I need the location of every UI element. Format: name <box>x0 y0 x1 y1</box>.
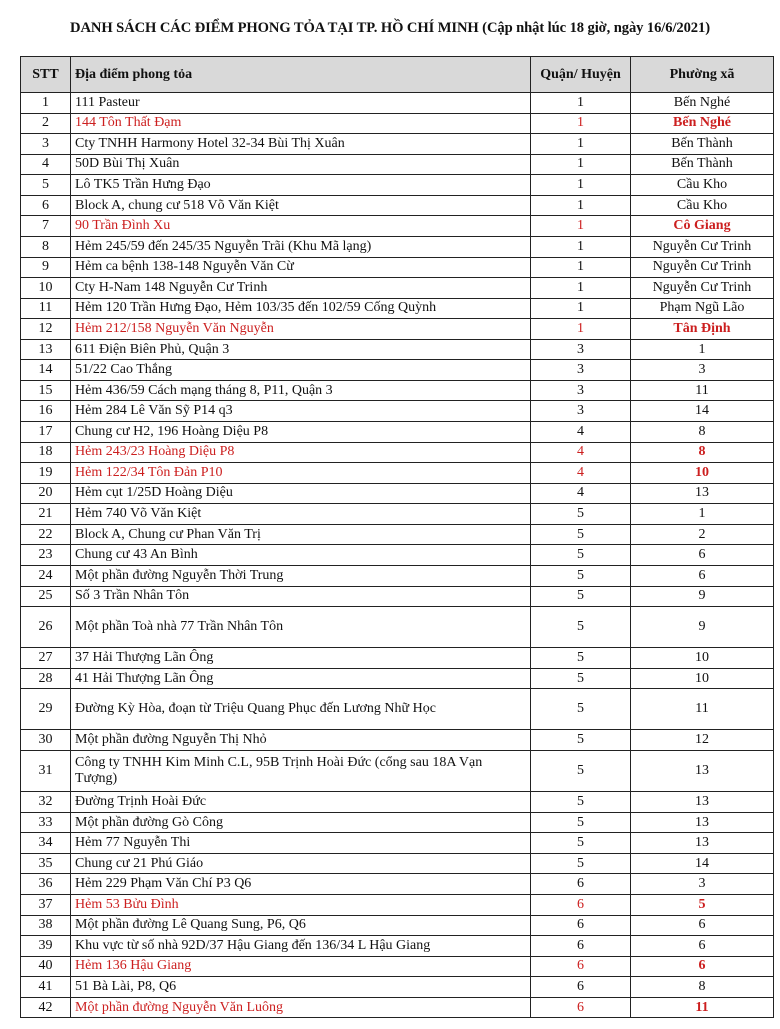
row-ward: 10 <box>631 668 774 689</box>
table-row <box>21 565 774 586</box>
row-ward: 14 <box>631 853 774 874</box>
table-row <box>21 463 774 484</box>
row-district: 5 <box>531 586 631 607</box>
row-stt: 40 <box>21 956 71 977</box>
table-row <box>21 360 774 381</box>
row-stt: 32 <box>21 792 71 813</box>
table-row <box>21 483 774 504</box>
table-row <box>21 319 774 340</box>
row-stt: 20 <box>21 483 71 504</box>
row-ward: 14 <box>631 401 774 422</box>
row-ward: 8 <box>631 977 774 998</box>
table-row <box>21 997 774 1018</box>
row-ward: 11 <box>631 689 774 730</box>
row-district: 6 <box>531 936 631 957</box>
row-district: 3 <box>531 360 631 381</box>
row-ward: 5 <box>631 894 774 915</box>
row-district: 5 <box>531 730 631 751</box>
row-district: 5 <box>531 812 631 833</box>
table-row <box>21 339 774 360</box>
row-place: Hẻm 212/158 Nguyễn Văn Nguyễn <box>71 319 531 340</box>
header-place: Địa điểm phong tỏa <box>71 57 531 93</box>
row-district: 6 <box>531 874 631 895</box>
row-stt: 1 <box>21 93 71 114</box>
table-row <box>21 134 774 155</box>
row-stt: 33 <box>21 812 71 833</box>
row-ward: 6 <box>631 565 774 586</box>
table-row <box>21 113 774 134</box>
row-ward: 1 <box>631 504 774 525</box>
row-ward: 12 <box>631 730 774 751</box>
row-district: 1 <box>531 93 631 114</box>
row-ward: Bến Thành <box>631 154 774 175</box>
row-district: 1 <box>531 298 631 319</box>
row-place: Đường Kỳ Hòa, đoạn từ Triệu Quang Phục đến Lương Nhữ Học <box>71 689 531 730</box>
row-ward: 6 <box>631 956 774 977</box>
row-place: Hẻm 436/59 Cách mạng tháng 8, P11, Quận 3 <box>71 380 531 401</box>
row-district: 6 <box>531 956 631 977</box>
row-stt: 22 <box>21 524 71 545</box>
row-stt: 35 <box>21 853 71 874</box>
lockdown-table <box>20 56 774 1018</box>
row-district: 3 <box>531 401 631 422</box>
row-stt: 29 <box>21 689 71 730</box>
row-ward: 6 <box>631 545 774 566</box>
table-row <box>21 853 774 874</box>
row-place: Hẻm 245/59 đến 245/35 Nguyễn Trãi (Khu Mã lạng) <box>71 236 531 257</box>
table-row <box>21 812 774 833</box>
row-district: 5 <box>531 833 631 854</box>
row-place: Hẻm 122/34 Tôn Đản P10 <box>71 463 531 484</box>
row-stt: 5 <box>21 175 71 196</box>
row-place: Hẻm 77 Nguyễn Thi <box>71 833 531 854</box>
row-place: Block A, chung cư 518 Võ Văn Kiệt <box>71 195 531 216</box>
row-ward: 13 <box>631 483 774 504</box>
row-district: 5 <box>531 751 631 792</box>
row-stt: 18 <box>21 442 71 463</box>
row-district: 5 <box>531 853 631 874</box>
row-ward: 6 <box>631 915 774 936</box>
row-stt: 31 <box>21 751 71 792</box>
row-district: 4 <box>531 442 631 463</box>
row-ward: 3 <box>631 874 774 895</box>
row-district: 1 <box>531 134 631 155</box>
table-row <box>21 668 774 689</box>
row-stt: 27 <box>21 648 71 669</box>
row-ward: 13 <box>631 792 774 813</box>
table-row <box>21 154 774 175</box>
row-district: 3 <box>531 380 631 401</box>
row-ward: 6 <box>631 936 774 957</box>
row-ward: 9 <box>631 586 774 607</box>
row-place: Một phần Toà nhà 77 Trần Nhân Tôn <box>71 607 531 648</box>
row-stt: 7 <box>21 216 71 237</box>
row-district: 4 <box>531 483 631 504</box>
row-place: Cty H-Nam 148 Nguyễn Cư Trinh <box>71 278 531 299</box>
table-body <box>21 93 774 1018</box>
table-row <box>21 607 774 648</box>
table-row <box>21 586 774 607</box>
row-place: Hẻm 120 Trần Hưng Đạo, Hẻm 103/35 đến 102/59 Cống Quỳnh <box>71 298 531 319</box>
header-district: Quận/ Huyện <box>531 57 631 93</box>
table-row <box>21 956 774 977</box>
table-row <box>21 195 774 216</box>
table-row <box>21 298 774 319</box>
row-ward: 10 <box>631 648 774 669</box>
row-stt: 21 <box>21 504 71 525</box>
row-stt: 14 <box>21 360 71 381</box>
table-row <box>21 874 774 895</box>
table-row <box>21 936 774 957</box>
row-place: Một phần đường Nguyễn Văn Luông <box>71 997 531 1018</box>
table-row <box>21 422 774 443</box>
row-district: 5 <box>531 524 631 545</box>
row-ward: Cầu Kho <box>631 175 774 196</box>
row-place: 111 Pasteur <box>71 93 531 114</box>
row-stt: 41 <box>21 977 71 998</box>
row-place: Hẻm 136 Hậu Giang <box>71 956 531 977</box>
table-row <box>21 545 774 566</box>
table-row <box>21 894 774 915</box>
row-stt: 23 <box>21 545 71 566</box>
row-district: 5 <box>531 689 631 730</box>
row-stt: 24 <box>21 565 71 586</box>
row-district: 1 <box>531 113 631 134</box>
row-place: 37 Hải Thượng Lãn Ông <box>71 648 531 669</box>
row-district: 5 <box>531 792 631 813</box>
row-district: 6 <box>531 915 631 936</box>
row-stt: 6 <box>21 195 71 216</box>
row-stt: 19 <box>21 463 71 484</box>
row-ward: Nguyễn Cư Trinh <box>631 257 774 278</box>
row-ward: 2 <box>631 524 774 545</box>
row-district: 5 <box>531 545 631 566</box>
row-ward: 3 <box>631 360 774 381</box>
row-place: Hẻm 229 Phạm Văn Chí P3 Q6 <box>71 874 531 895</box>
row-ward: 8 <box>631 422 774 443</box>
row-district: 5 <box>531 648 631 669</box>
table-row <box>21 792 774 813</box>
table-row <box>21 524 774 545</box>
row-place: Hẻm 740 Võ Văn Kiệt <box>71 504 531 525</box>
table-row <box>21 175 774 196</box>
row-place: Hẻm ca bệnh 138-148 Nguyễn Văn Cừ <box>71 257 531 278</box>
row-place: 144 Tôn Thất Đạm <box>71 113 531 134</box>
row-place: Block A, Chung cư Phan Văn Trị <box>71 524 531 545</box>
header-ward: Phường xã <box>631 57 774 93</box>
row-place: Hẻm 284 Lê Văn Sỹ P14 q3 <box>71 401 531 422</box>
row-ward: Cầu Kho <box>631 195 774 216</box>
row-stt: 11 <box>21 298 71 319</box>
row-stt: 39 <box>21 936 71 957</box>
row-ward: 8 <box>631 442 774 463</box>
row-district: 5 <box>531 607 631 648</box>
row-stt: 2 <box>21 113 71 134</box>
row-stt: 13 <box>21 339 71 360</box>
row-ward: 11 <box>631 997 774 1018</box>
row-stt: 15 <box>21 380 71 401</box>
row-district: 1 <box>531 257 631 278</box>
row-place: 41 Hải Thượng Lãn Ông <box>71 668 531 689</box>
row-stt: 26 <box>21 607 71 648</box>
row-place: Khu vực từ số nhà 92D/37 Hậu Giang đến 136/34 L Hậu Giang <box>71 936 531 957</box>
header-stt: STT <box>21 57 71 93</box>
row-stt: 12 <box>21 319 71 340</box>
row-ward: 13 <box>631 812 774 833</box>
row-district: 4 <box>531 422 631 443</box>
row-place: Chung cư H2, 196 Hoàng Diệu P8 <box>71 422 531 443</box>
row-district: 1 <box>531 154 631 175</box>
table-row <box>21 648 774 669</box>
table-row <box>21 380 774 401</box>
row-ward: Tân Định <box>631 319 774 340</box>
table-row <box>21 833 774 854</box>
row-stt: 10 <box>21 278 71 299</box>
row-place: 50D Bùi Thị Xuân <box>71 154 531 175</box>
table-header-row <box>21 57 774 93</box>
page-title: DANH SÁCH CÁC ĐIỂM PHONG TỎA TẠI TP. HỒ CHÍ MINH (Cập nhật lúc 18 giờ, ngày 16/6/2021) <box>70 20 710 36</box>
row-ward: Nguyễn Cư Trinh <box>631 236 774 257</box>
row-ward: 9 <box>631 607 774 648</box>
row-stt: 9 <box>21 257 71 278</box>
table-row <box>21 730 774 751</box>
row-stt: 17 <box>21 422 71 443</box>
row-stt: 28 <box>21 668 71 689</box>
row-stt: 8 <box>21 236 71 257</box>
row-district: 1 <box>531 278 631 299</box>
table-row <box>21 216 774 237</box>
row-ward: Bến Nghé <box>631 113 774 134</box>
row-stt: 36 <box>21 874 71 895</box>
row-place: 611 Điện Biên Phủ, Quận 3 <box>71 339 531 360</box>
row-stt: 4 <box>21 154 71 175</box>
row-place: Đường Trịnh Hoài Đức <box>71 792 531 813</box>
row-place: 51 Bà Lài, P8, Q6 <box>71 977 531 998</box>
row-ward: Cô Giang <box>631 216 774 237</box>
row-place: Chung cư 43 An Bình <box>71 545 531 566</box>
row-place: Cty TNHH Harmony Hotel 32-34 Bùi Thị Xuân <box>71 134 531 155</box>
row-stt: 3 <box>21 134 71 155</box>
row-district: 6 <box>531 977 631 998</box>
table-row <box>21 751 774 792</box>
table-row <box>21 442 774 463</box>
row-district: 5 <box>531 504 631 525</box>
table-row <box>21 915 774 936</box>
row-district: 4 <box>531 463 631 484</box>
row-place: Một phần đường Lê Quang Sung, P6, Q6 <box>71 915 531 936</box>
table-row <box>21 236 774 257</box>
table-row <box>21 93 774 114</box>
row-place: Công ty TNHH Kim Minh C.L, 95B Trịnh Hoài Đức (cổng sau 18A Vạn Tượng) <box>71 751 531 792</box>
row-stt: 38 <box>21 915 71 936</box>
table-row <box>21 977 774 998</box>
row-ward: 1 <box>631 339 774 360</box>
row-place: Một phần đường Nguyễn Thị Nhỏ <box>71 730 531 751</box>
row-stt: 16 <box>21 401 71 422</box>
row-district: 5 <box>531 565 631 586</box>
row-place: Chung cư 21 Phú Giáo <box>71 853 531 874</box>
row-ward: 11 <box>631 380 774 401</box>
table-row <box>21 401 774 422</box>
row-stt: 37 <box>21 894 71 915</box>
row-district: 6 <box>531 894 631 915</box>
table-row <box>21 278 774 299</box>
row-district: 6 <box>531 997 631 1018</box>
row-ward: Phạm Ngũ Lão <box>631 298 774 319</box>
row-stt: 30 <box>21 730 71 751</box>
row-ward: 13 <box>631 833 774 854</box>
row-district: 3 <box>531 339 631 360</box>
row-district: 1 <box>531 195 631 216</box>
row-district: 1 <box>531 319 631 340</box>
row-place: Số 3 Trần Nhân Tôn <box>71 586 531 607</box>
row-place: Lô TK5 Trần Hưng Đạo <box>71 175 531 196</box>
row-district: 1 <box>531 216 631 237</box>
row-district: 1 <box>531 236 631 257</box>
row-place: Một phần đường Nguyễn Thời Trung <box>71 565 531 586</box>
row-place: Hẻm 53 Bửu Đình <box>71 894 531 915</box>
row-place: Hẻm 243/23 Hoàng Diệu P8 <box>71 442 531 463</box>
row-place: 51/22 Cao Thắng <box>71 360 531 381</box>
row-ward: 10 <box>631 463 774 484</box>
row-ward: Bến Nghé <box>631 93 774 114</box>
row-district: 1 <box>531 175 631 196</box>
row-place: Hẻm cụt 1/25D Hoàng Diệu <box>71 483 531 504</box>
row-ward: Bến Thành <box>631 134 774 155</box>
table-row <box>21 504 774 525</box>
row-place: Một phần đường Gò Công <box>71 812 531 833</box>
row-ward: Nguyễn Cư Trinh <box>631 278 774 299</box>
row-district: 5 <box>531 668 631 689</box>
row-stt: 42 <box>21 997 71 1018</box>
row-ward: 13 <box>631 751 774 792</box>
row-place: 90 Trần Đình Xu <box>71 216 531 237</box>
table-row <box>21 689 774 730</box>
row-stt: 25 <box>21 586 71 607</box>
table-row <box>21 257 774 278</box>
row-stt: 34 <box>21 833 71 854</box>
